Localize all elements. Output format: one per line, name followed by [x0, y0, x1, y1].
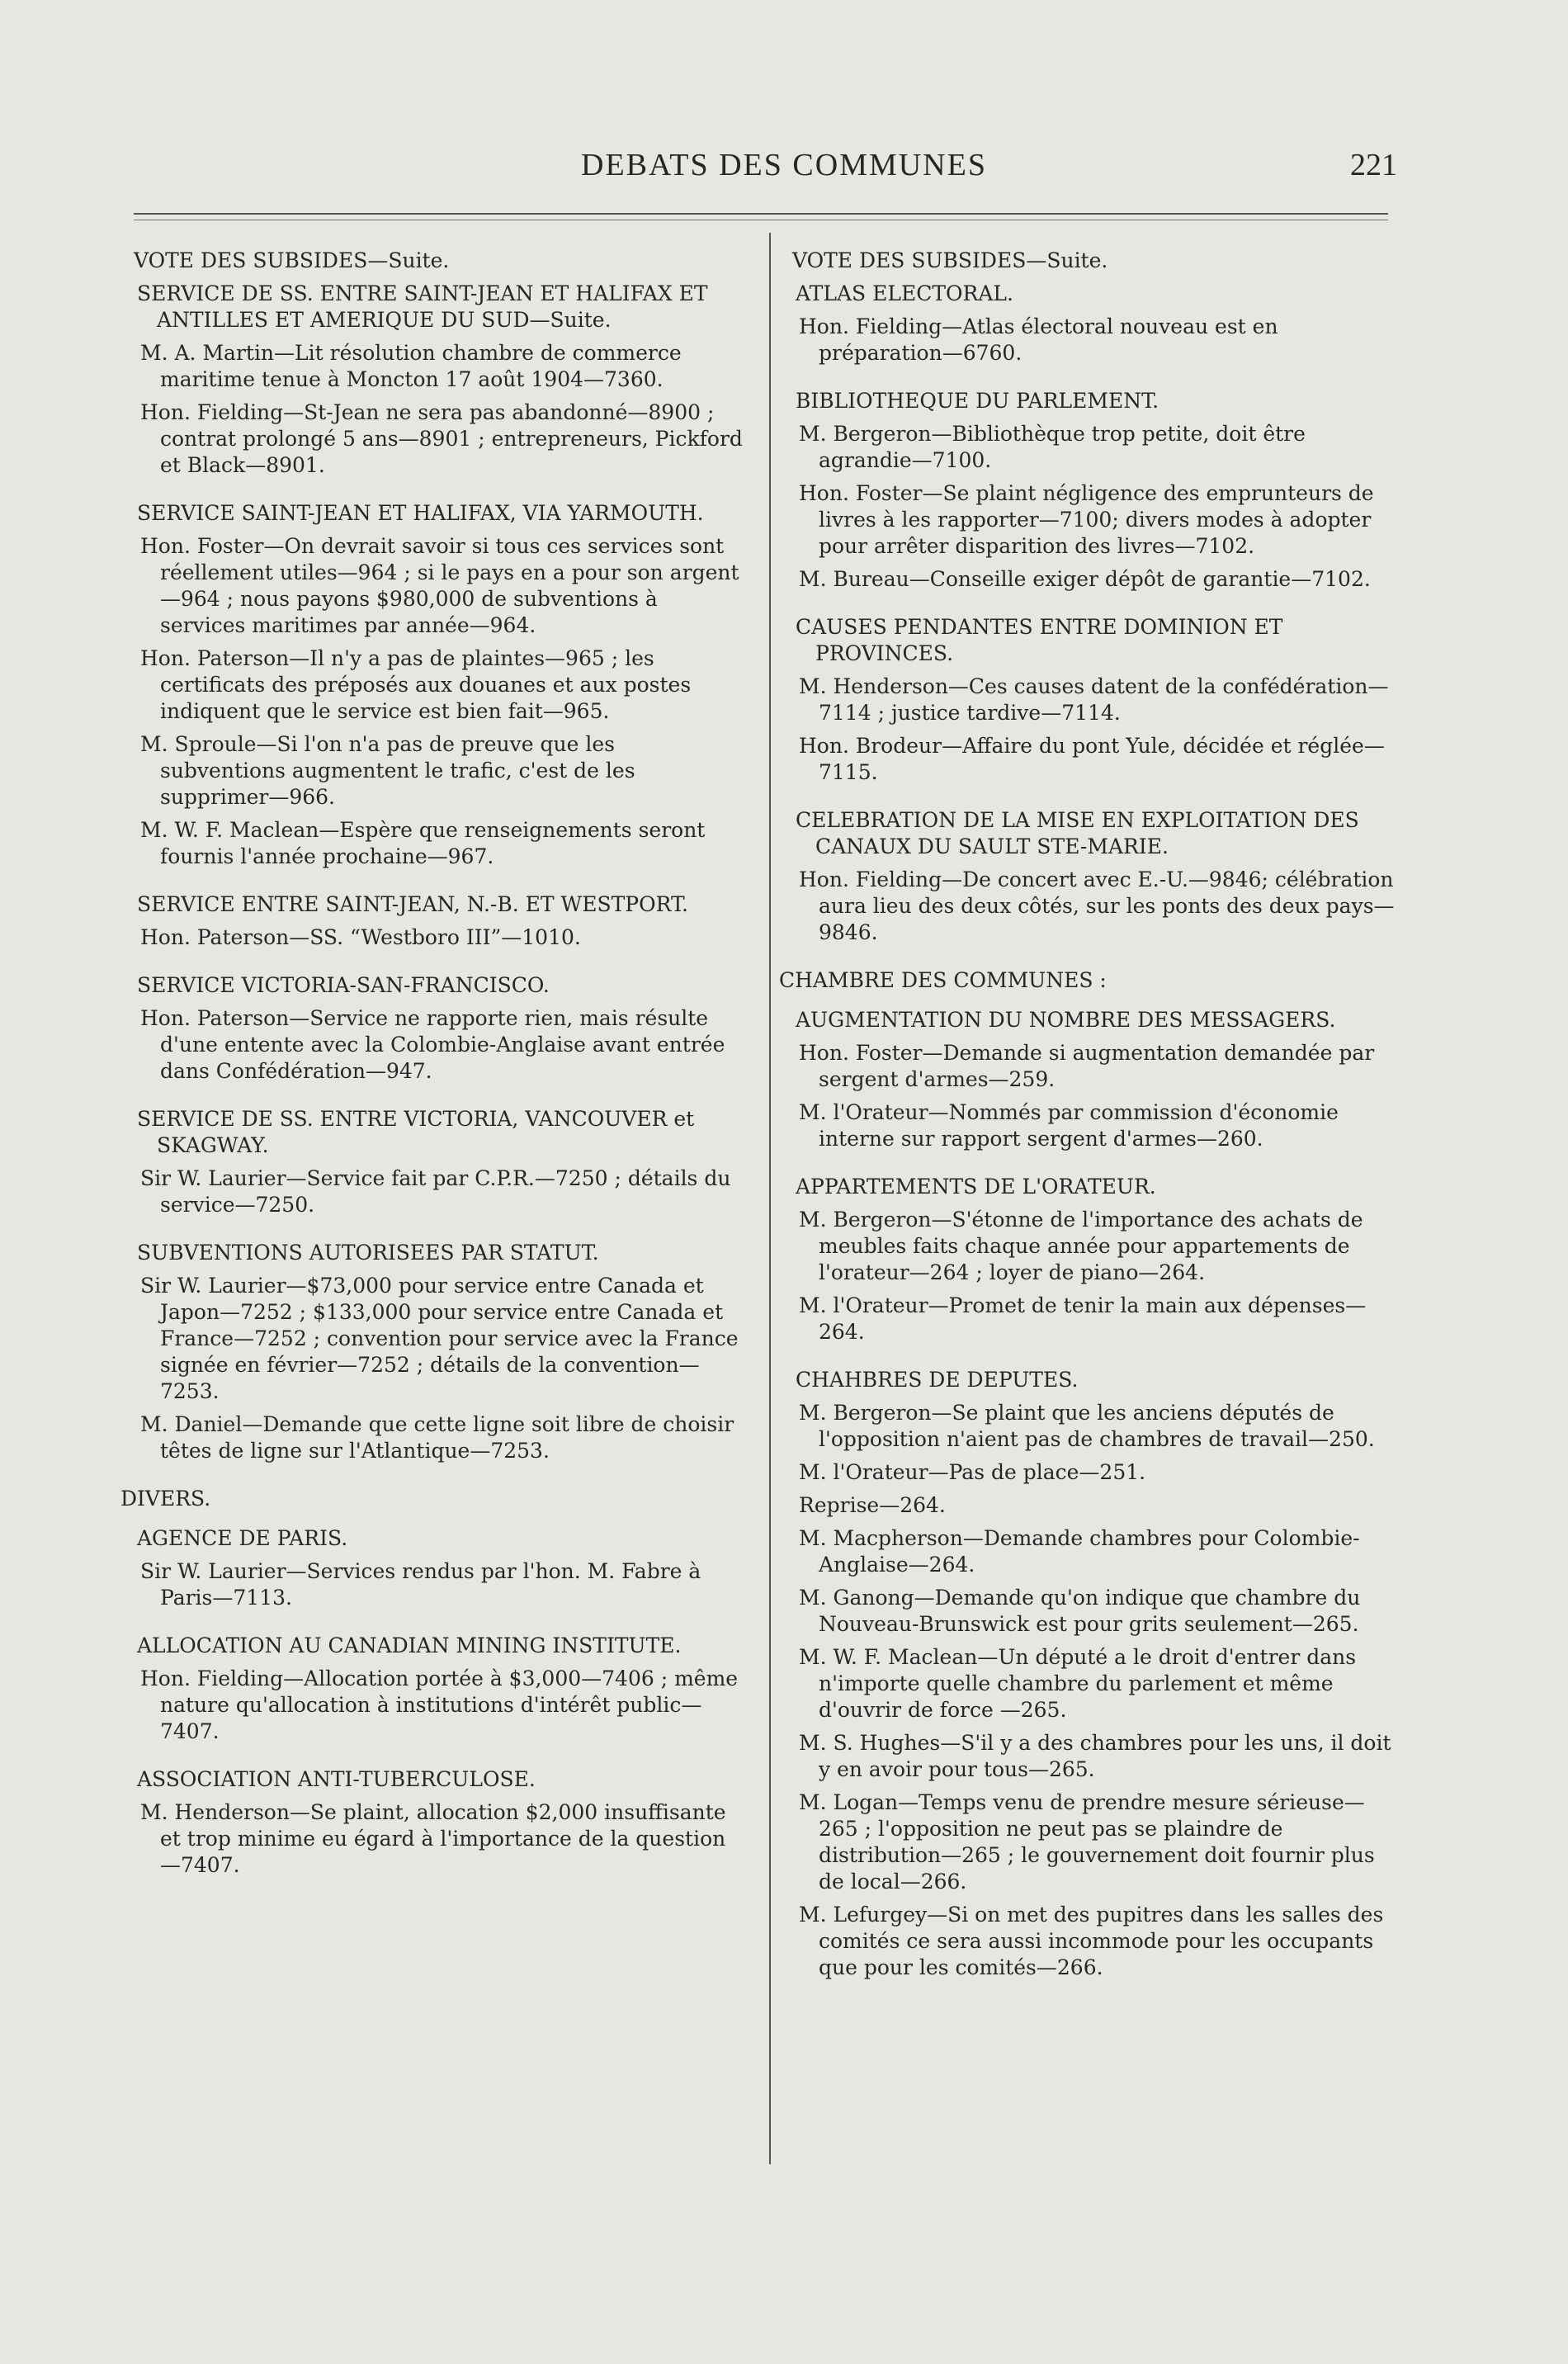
index-entry: M. Lefurgey—Si on met des pupitres dans les salles des comités ce sera aussi incommode pour les occupants que pour les comités—266. [799, 1903, 1384, 1979]
index-entry: M. Daniel—Demande que cette ligne soit libre de choisir têtes de ligne sur l'Atlantique—7253. [140, 1412, 734, 1463]
index-entry: Hon. Foster—On devrait savoir si tous ces services sont réellement utiles—964 ; si le pays en a pour son argent—964 ; nous payons $980,000 de subventions à services maritimes par année—964. [140, 534, 739, 637]
section-heading: ALLOCATION AU CANADIAN MINING INSTITUTE. [137, 1634, 682, 1657]
index-entry: Sir W. Laurier—$73,000 pour service entre Canada et Japon—7252 ; $133,000 pour service entre Canada et France—7252 ; convention pour service avec la France signée en février—7252 ; détails de la convention—7253. [140, 1274, 739, 1403]
section-heading: SUBVENTIONS AUTORISEES PAR STATUT. [137, 1241, 599, 1265]
section-heading: AUGMENTATION DU NOMBRE DES MESSAGERS. [796, 1008, 1336, 1032]
index-entry: M. A. Martin—Lit résolution chambre de commerce maritime tenue à Moncton 17 août 1904—7360. [140, 341, 682, 391]
index-entry: Hon. Paterson—SS. “Westboro III”—1010. [140, 925, 581, 949]
page-title: DEBATS DES COMMUNES [581, 148, 987, 182]
continued-heading: VOTE DES SUBSIDES—Suite. [134, 248, 450, 272]
section-heading: SERVICE VICTORIA-SAN-FRANCISCO. [137, 973, 550, 997]
index-entry: M. Henderson—Ces causes datent de la confédération—7114 ; justice tardive—7114. [799, 674, 1389, 725]
index-entry: M. Bergeron—Se plaint que les anciens députés de l'opposition n'aient pas de chambres de travail—250. [799, 1401, 1375, 1451]
index-entry: M. Bergeron—S'étonne de l'importance des achats de meubles faits chaque année pour appartements de l'orateur—264 ; loyer de piano—264. [799, 1208, 1363, 1284]
index-entry: Hon. Brodeur—Affaire du pont Yule, décidée et réglée—7115. [799, 734, 1385, 784]
section-heading: SERVICE ENTRE SAINT-JEAN, N.-B. ET WESTPORT. [137, 892, 688, 916]
index-entry: M. Ganong—Demande qu'on indique que chambre du Nouveau-Brunswick est pour grits seulement—265. [799, 1586, 1361, 1636]
index-entry: M. l'Orateur—Promet de tenir la main aux dépenses—264. [799, 1293, 1367, 1344]
index-entry: M. l'Orateur—Nommés par commission d'économie interne sur rapport sergent d'armes—260. [799, 1100, 1339, 1151]
section-heading: ATLAS ELECTORAL. [796, 281, 1013, 305]
index-entry: M. S. Hughes—S'il y a des chambres pour les uns, il doit y en avoir pour tous—265. [799, 1731, 1391, 1781]
index-entry: Hon. Fielding—Allocation portée à $3,000—7406 ; même nature qu'allocation à institutions d'intérêt public—7407. [140, 1667, 739, 1743]
running-head [0, 147, 1568, 196]
top-level-heading: CHAMBRE DES COMMUNES : [779, 968, 1107, 992]
index-entry: Hon. Fielding—Atlas électoral nouveau est en préparation—6760. [799, 314, 1278, 365]
section-heading: BIBLIOTHEQUE DU PARLEMENT. [796, 389, 1159, 413]
index-entry: M. W. F. Maclean—Espère que renseignements seront fournis l'année prochaine—967. [140, 818, 706, 868]
index-entry: M. Henderson—Se plaint, allocation $2,000 insuffisante et trop minime eu égard à l'importance de la question—7407. [140, 1800, 726, 1877]
index-entry: Hon. Foster—Demande si augmentation demandée par sergent d'armes—259. [799, 1041, 1375, 1091]
index-entry: Sir W. Laurier—Service fait par C.P.R.—7250 ; détails du service—7250. [140, 1166, 731, 1217]
index-entry: Hon. Fielding—St-Jean ne sera pas abandonné—8900 ; contrat prolongé 5 ans—8901 ; entrepreneurs, Pickford et Black—8901. [140, 400, 743, 477]
index-entry: Hon. Paterson—Service ne rapporte rien, mais résulte d'une entente avec la Colombie-Anglaise avant entrée dans Confédération—947. [140, 1006, 725, 1083]
index-entry: Hon. Fielding—De concert avec E.-U.—9846; célébration aura lieu des deux côtés, sur les ponts des deux pays—9846. [799, 868, 1395, 944]
right-column [779, 248, 1403, 1981]
index-entry: Hon. Paterson—Il n'y a pas de plaintes—965 ; les certificats des préposés aux douanes et aux postes indiquent que le service est bien fait—965. [140, 646, 692, 723]
index-entry: M. W. F. Maclean—Un député a le droit d'entrer dans n'importe quelle chambre du parlement et même d'ouvrir de force —265. [799, 1645, 1357, 1722]
index-entry: M. Sproule—Si l'on n'a pas de preuve que les subventions augmentent le trafic, c'est de les supprimer—966. [140, 732, 635, 809]
index-entry: M. Bergeron—Bibliothèque trop petite, doit être agrandie—7100. [799, 422, 1306, 472]
section-heading: SERVICE SAINT-JEAN ET HALIFAX, VIA YARMOUTH. [137, 501, 704, 525]
continued-heading: VOTE DES SUBSIDES—Suite. [792, 248, 1108, 272]
index-entry: M. Logan—Temps venu de prendre mesure sérieuse—265 ; l'opposition ne peut pas se plaindre de distribution—265 ; le gouvernement doit fournir plus de local—266. [799, 1790, 1375, 1894]
section-heading: SERVICE DE SS. ENTRE SAINT-JEAN ET HALIFAX ET ANTILLES ET AMERIQUE DU SUD—Suite. [137, 281, 708, 332]
index-entry: Hon. Foster—Se plaint négligence des emprunteurs de livres à les rapporter—7100; divers modes à adopter pour arrêter disparition des livres—7102. [799, 481, 1374, 558]
index-entry: M. Macpherson—Demande chambres pour Colombie-Anglaise—264. [799, 1526, 1360, 1577]
section-heading: CAUSES PENDANTES ENTRE DOMINION ET PROVINCES. [796, 615, 1283, 665]
section-heading: AGENCE DE PARIS. [137, 1526, 348, 1550]
top-level-heading: DIVERS. [120, 1487, 211, 1511]
column-divider [769, 233, 771, 2164]
index-entry: Sir W. Laurier—Services rendus par l'hon. M. Fabre à Paris—7113. [140, 1559, 701, 1610]
header-rule [134, 213, 1388, 215]
index-entry: M. Bureau—Conseille exiger dépôt de garantie—7102. [799, 567, 1371, 591]
section-heading: CHAHBRES DE DEPUTES. [796, 1368, 1079, 1392]
section-heading: ASSOCIATION ANTI-TUBERCULOSE. [137, 1767, 536, 1791]
section-heading: APPARTEMENTS DE L'ORATEUR. [796, 1175, 1156, 1199]
section-heading: CELEBRATION DE LA MISE EN EXPLOITATION DES CANAUX DU SAULT STE-MARIE. [796, 808, 1359, 858]
left-column [120, 248, 744, 1879]
page-number: 221 [1350, 148, 1397, 182]
index-entry: M. l'Orateur—Pas de place—251. [799, 1460, 1146, 1484]
index-entry: Reprise—264. [799, 1493, 946, 1517]
section-heading: SERVICE DE SS. ENTRE VICTORIA, VANCOUVER et SKAGWAY. [137, 1107, 695, 1157]
